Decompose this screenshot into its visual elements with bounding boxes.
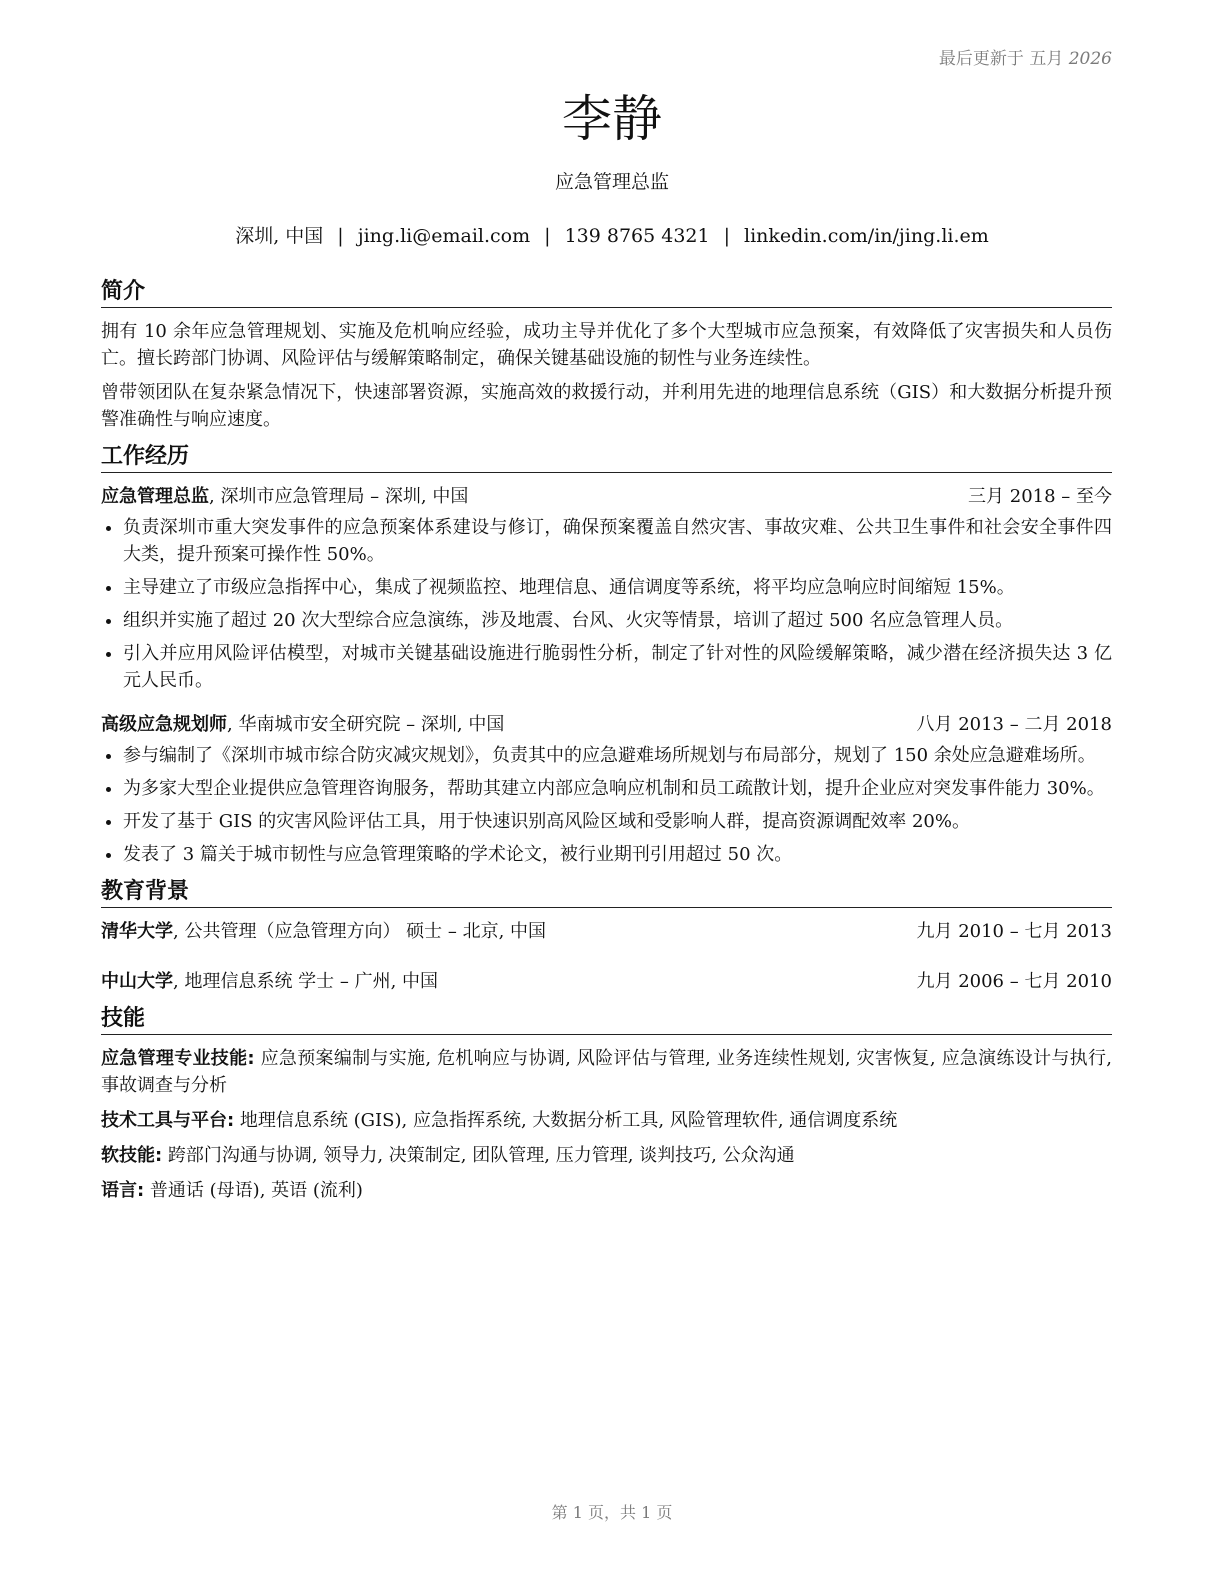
education-entry (101, 918, 1112, 945)
skill-row (101, 1107, 1112, 1134)
skill-label: 语言: (101, 1180, 145, 1201)
education-school: 中山大学 (101, 971, 173, 992)
contact-linkedin[interactable]: linkedin.com/in/jing.li.em (744, 225, 989, 247)
section-heading-summary: 简介 (101, 278, 1112, 308)
contact-separator: | (337, 225, 344, 247)
section-heading-skills: 技能 (101, 1005, 1112, 1035)
job-header (101, 711, 1112, 738)
candidate-name: 李静 (562, 90, 662, 148)
job-role: 高级应急规划师 (101, 714, 227, 735)
job-bullet: • 参与编制了《深圳市城市综合防灾减灾规划》，负责其中的应急避难场所规划与布局部分，规划了 150 余处应急避难场所。 (123, 742, 1112, 769)
skill-label: 应急管理专业技能: (101, 1048, 255, 1069)
summary-paragraph: 曾带领团队在复杂紧急情况下，快速部署资源，实施高效的救援行动，并利用先进的地理信息系统（GIS）和大数据分析提升预警准确性与响应速度。 (101, 382, 1112, 430)
resume-content (101, 278, 1112, 1214)
skill-value: 普通话 (母语), 英语 (流利) (144, 1180, 363, 1201)
education-detail: , 公共管理（应急管理方向） 硕士 – 北京, 中国 (173, 921, 547, 942)
skill-value: 地理信息系统 (GIS), 应急指挥系统, 大数据分析工具, 风险管理软件, 通信调度系统 (234, 1110, 898, 1131)
section-heading-education: 教育背景 (101, 878, 1112, 908)
summary-paragraph: 拥有 10 余年应急管理规划、实施及危机响应经验，成功主导并优化了多个大型城市应急预案，有效降低了灾害损失和人员伤亡。擅长跨部门协调、风险评估与缓解策略制定，确保关键基础设施的韧性与业务连续性。 (101, 321, 1112, 369)
experience-section (101, 443, 1112, 868)
job-bullet: • 引入并应用风险评估模型，对城市关键基础设施进行脆弱性分析，制定了针对性的风险缓解策略，减少潜在经济损失达 3 亿元人民币。 (123, 640, 1112, 694)
job-bullet: • 负责深圳市重大突发事件的应急预案体系建设与修订，确保预案覆盖自然灾害、事故灾难、公共卫生事件和社会安全事件四大类，提升预案可操作性 50%。 (123, 514, 1112, 568)
contact-location: 深圳, 中国 (235, 225, 324, 247)
contact-phone: 139 8765 4321 (564, 225, 710, 247)
skill-label: 技术工具与平台: (101, 1110, 235, 1131)
skill-row (101, 1177, 1112, 1204)
skills-section (101, 1005, 1112, 1204)
summary-section (101, 278, 1112, 433)
education-entry (101, 968, 1112, 995)
education-section (101, 878, 1112, 995)
job-bullet: • 发表了 3 篇关于城市韧性与应急管理策略的学术论文，被行业期刊引用超过 50 次。 (123, 841, 1112, 868)
job-entry (101, 483, 1112, 694)
job-org: , 华南城市安全研究院 – 深圳, 中国 (227, 714, 505, 735)
education-dates: 九月 2006 – 七月 2010 (916, 971, 1112, 992)
skill-label: 软技能: (101, 1145, 163, 1166)
job-role: 应急管理总监 (101, 486, 209, 507)
job-bullet: • 组织并实施了超过 20 次大型综合应急演练，涉及地震、台风、火灾等情景，培训了超过 500 名应急管理人员。 (123, 607, 1112, 634)
job-dates: 三月 2018 – 至今 (968, 486, 1112, 507)
contact-email[interactable]: jing.li@email.com (357, 225, 531, 247)
job-bullets (101, 514, 1112, 694)
contact-bar (0, 222, 1224, 250)
page-number: 第 1 页，共 1 页 (551, 1503, 673, 1522)
job-dates: 八月 2013 – 二月 2018 (916, 714, 1112, 735)
last-updated-year: 2026 (1068, 49, 1112, 69)
skill-row (101, 1045, 1112, 1099)
contact-separator: | (723, 225, 731, 247)
skill-row (101, 1142, 1112, 1169)
candidate-title: 应急管理总监 (554, 171, 669, 193)
job-org: , 深圳市应急管理局 – 深圳, 中国 (209, 486, 469, 507)
job-header (101, 483, 1112, 510)
contact-separator: | (544, 225, 551, 247)
last-updated: 最后更新于 五月 2026 (938, 49, 1112, 69)
job-bullet: • 为多家大型企业提供应急管理咨询服务，帮助其建立内部应急响应机制和员工疏散计划，提升企业应对突发事件能力 30%。 (123, 775, 1112, 802)
job-bullets (101, 742, 1112, 868)
job-bullet: • 开发了基于 GIS 的灾害风险评估工具，用于快速识别高风险区域和受影响人群，提高资源调配效率 20%。 (123, 808, 1112, 835)
education-school: 清华大学 (101, 921, 173, 942)
education-detail: , 地理信息系统 学士 – 广州, 中国 (173, 971, 439, 992)
education-dates: 九月 2010 – 七月 2013 (916, 921, 1112, 942)
section-heading-experience: 工作经历 (101, 443, 1112, 473)
skill-value: 跨部门沟通与协调, 领导力, 决策制定, 团队管理, 压力管理, 谈判技巧, 公众沟通 (162, 1145, 795, 1166)
job-entry (101, 711, 1112, 868)
skill-value: 应急预案编制与实施, 危机响应与协调, 风险评估与管理, 业务连续性规划, 灾害恢复, 应急演练设计与执行, 事故调查与分析 (101, 1048, 1112, 1096)
job-bullet: • 主导建立了市级应急指挥中心，集成了视频监控、地理信息、通信调度等系统，将平均应急响应时间缩短 15%。 (123, 574, 1112, 601)
